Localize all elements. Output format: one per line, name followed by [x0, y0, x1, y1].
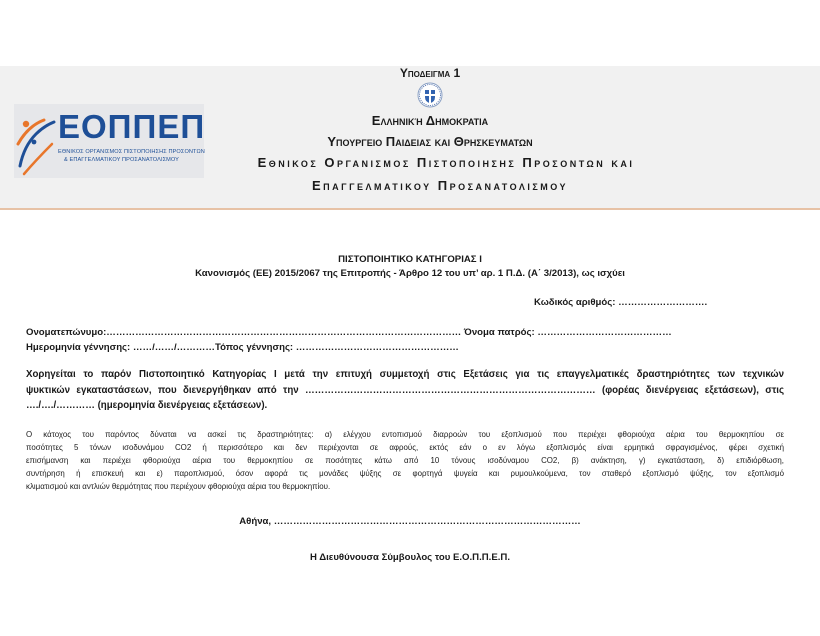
- grant-text-line-2: ψυκτικών εγκαταστάσεων, που διενεργήθηκαν από την ……………………………………………………………………………… (φορέας διενέργειας εξετάσεων), στις: [26, 385, 784, 396]
- certificate-title: ΠΙΣΤΟΠΟΙΗΤΙΚΟ ΚΑΤΗΓΟΡΙΑΣ Ι: [338, 254, 482, 265]
- greek-emblem-icon: [417, 82, 443, 108]
- activities-paragraph-line-1: Ο κάτοχος του παρόντος δύναται να ασκεί τις δραστηριότητες: α) ελέγχου εντοπισμού διαρροών του εξοπλισμού που περιέχει φθοριούχα αέρια του θερμοκηπίου σε: [26, 430, 784, 439]
- code-number-field: Κωδικός αριθμός: ……………………….: [534, 297, 708, 308]
- republic-title: Ελληνική Δημοκρατια: [371, 113, 489, 128]
- logo-subtitle-2: & ΕΠΑΓΓΕΛΜΑΤΙΚΟΥ ΠΡΟΣΑΝΑΤΟΛΙΣΜΟΥ: [64, 157, 180, 163]
- activities-paragraph-line-4: συντήρηση ή επισκευή και ε) παροπλισμού, όσον αφορά τις μονάδες ψύξης σε φορτηγά ψυγεία και ρυμουλκούμενα, τον σταθερό εξοπλισμό ψύξης, τον εξοπλισμό: [26, 469, 784, 478]
- model-label: Υποδειγμα 1: [399, 66, 461, 80]
- birth-date-field: Ημερομηνία γέννησης: ……/……/…………Τόπος γέννησης: ……………………………………………: [26, 342, 459, 353]
- organization-title-line-1: Εθνικος Οργανισμος Πιστοποιησης Προσοντων και: [257, 155, 635, 170]
- ministry-title: Υπουργειο Παιδειας και Θρησκευματων: [327, 134, 533, 149]
- place-date-line: Αθήνα, ……………………………………………………………………………………: [239, 516, 581, 527]
- organization-title-line-2: Επαγγελματικου Προσανατολισμου: [312, 178, 568, 193]
- regulation-line: Κανονισμός (ΕΕ) 2015/2067 της Επιτροπής - Άρθρο 12 του υπ’ αρ. 1 Π.Δ. (Α΄ 3/2013), ως ισχύει: [195, 268, 625, 279]
- activities-paragraph-line-3: επισήμανση και περιέχει φθοριούχα αέρια του θερμοκηπίου σε ποσότητες κάτω από 10 τόνους ισοδύναμου CO2, β) ανάκτηση, γ) εγκατάσταση, δ) επιδιόρθωση,: [26, 456, 784, 465]
- full-name-field: Ονοματεπώνυμο:………………………………………………………………………………………………… Όνομα πατρός: ……………………………………: [26, 327, 672, 338]
- grant-text-line-1: Χορηγείται το παρόν Πιστοποιητικό Κατηγορίας Ι μετά την επιτυχή συμμετοχή στις Εξετάσεις για τις επαγγελματικές δραστηριότητες των τεχνικών: [26, 369, 784, 380]
- logo-subtitle-1: ΕΘΝΙΚΟΣ ΟΡΓΑΝΙΣΜΟΣ ΠΙΣΤΟΠΟΙΗΣΗΣ ΠΡΟΣΟΝΤΩΝ: [58, 149, 205, 155]
- grant-text-line-3: …./…./………… (ημερομηνία διενέργειας εξετάσεων).: [26, 400, 268, 411]
- signatory-title: Η Διευθύνουσα Σύμβουλος του Ε.Ο.Π.Π.Ε.Π.: [309, 552, 511, 563]
- logo-letters: ΕΟΠΠΕΠ: [58, 108, 206, 145]
- activities-paragraph-line-2: ποσότητες 5 τόνων ισοδυνάμου CO2 ή περισσότερο και δεν περιέχονται σε αφρούς, εκτός εάν ο εν λόγω εξοπλισμός είναι ερμητικά σφραγισμένος, φέρει σχετική: [26, 443, 784, 452]
- activities-paragraph-line-5: κλιματισμού και αντλιών θερμότητας που περιέχουν φθοριούχα αέρια του θερμοκηπίου.: [26, 482, 331, 491]
